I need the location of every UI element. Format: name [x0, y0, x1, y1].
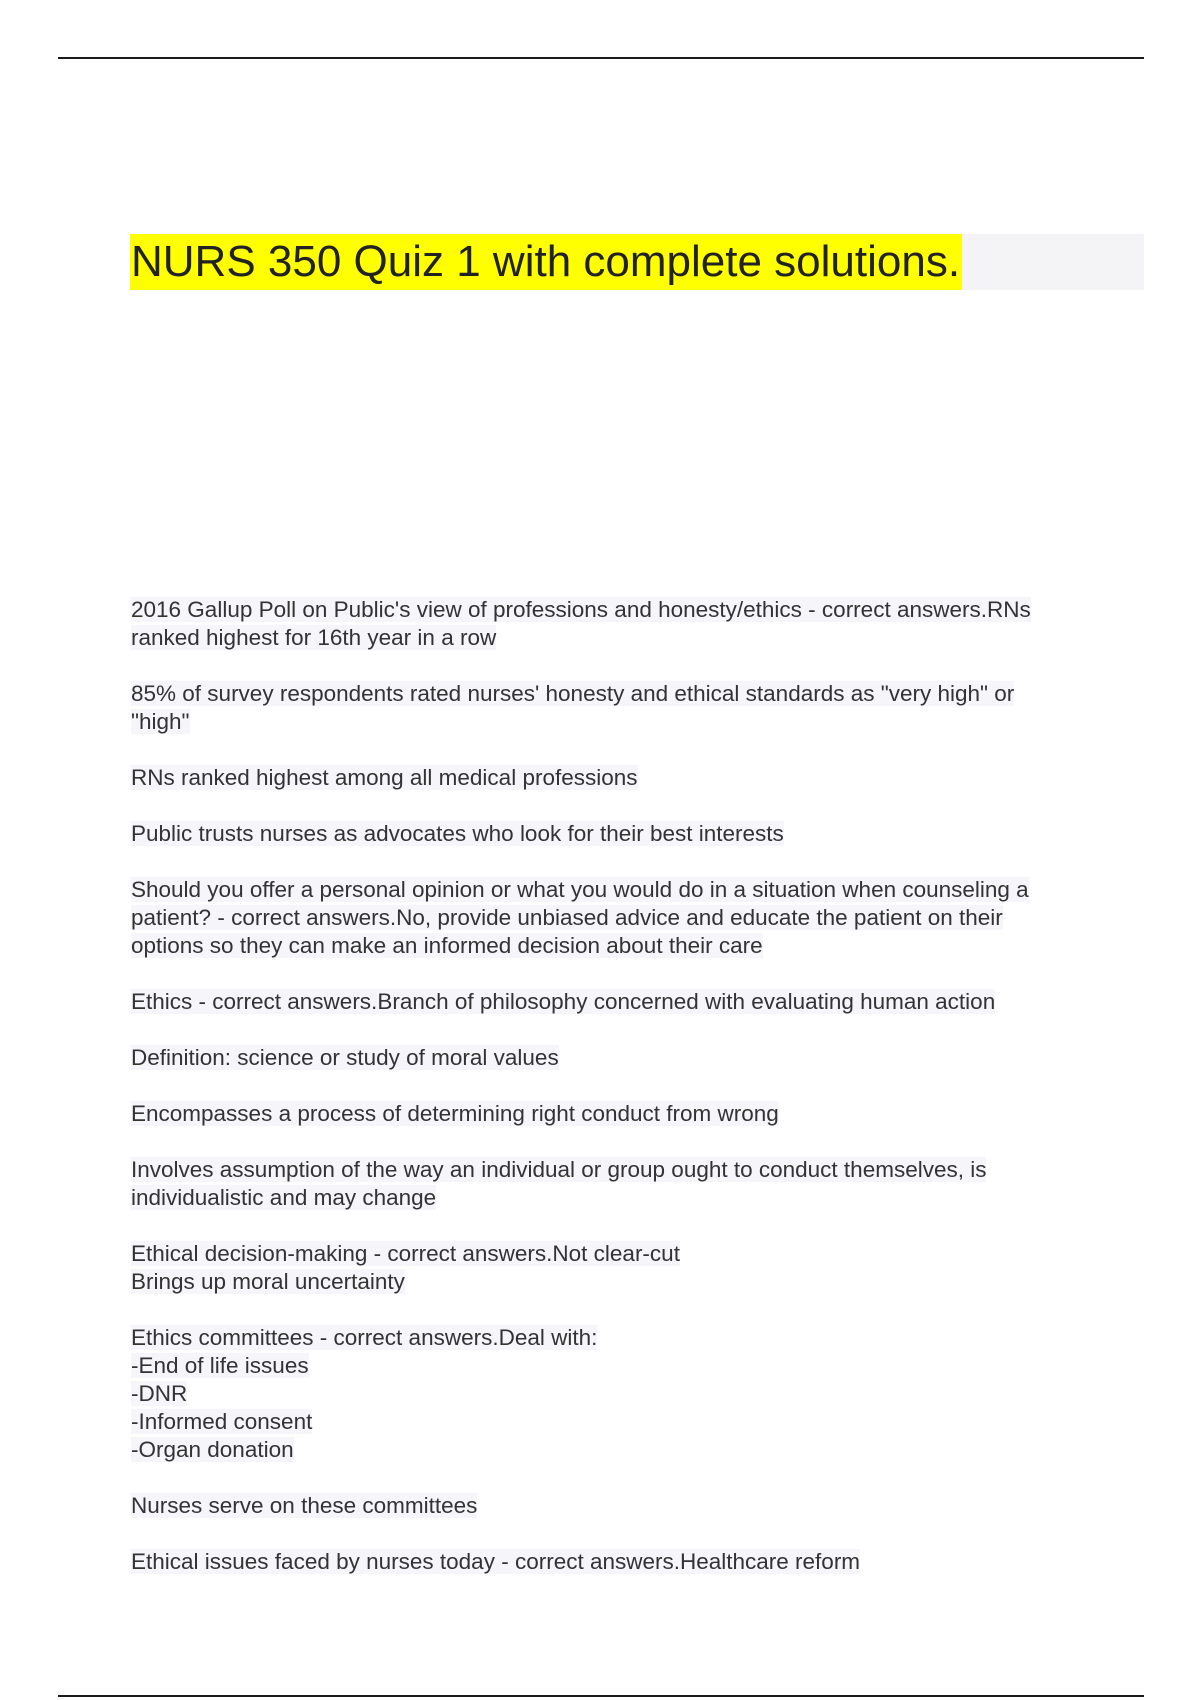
text-line: -DNR [131, 1381, 188, 1406]
qa-item [131, 1100, 1111, 1128]
text-line: 2016 Gallup Poll on Public's view of professions and honesty/ethics - correct answers.RNs [131, 597, 1031, 622]
qa-item [131, 764, 1111, 792]
document-body [131, 596, 1111, 1604]
qa-item [131, 876, 1111, 960]
text-line: -Organ donation [131, 1437, 294, 1462]
top-rule [58, 57, 1144, 59]
text-line: individualistic and may change [131, 1185, 437, 1210]
text-line: Definition: science or study of moral values [131, 1045, 559, 1070]
text-line: Nurses serve on these committees [131, 1493, 478, 1518]
qa-item [131, 596, 1111, 652]
qa-item [131, 680, 1111, 736]
text-line: 85% of survey respondents rated nurses' honesty and ethical standards as "very high" or [131, 681, 1015, 706]
text-line: "high" [131, 709, 190, 734]
text-line: -End of life issues [131, 1353, 309, 1378]
text-line: Should you offer a personal opinion or what you would do in a situation when counseling a [131, 877, 1029, 902]
qa-item [131, 1044, 1111, 1072]
qa-item [131, 1324, 1111, 1464]
qa-item [131, 1240, 1111, 1296]
text-line: Involves assumption of the way an individual or group ought to conduct themselves, is [131, 1157, 987, 1182]
text-line: options so they can make an informed decision about their care [131, 933, 763, 958]
text-line: Encompasses a process of determining right conduct from wrong [131, 1101, 779, 1126]
qa-item [131, 988, 1111, 1016]
qa-item [131, 820, 1111, 848]
text-line: Ethical issues faced by nurses today - correct answers.Healthcare reform [131, 1549, 861, 1574]
qa-item [131, 1548, 1111, 1576]
text-line: Ethics committees - correct answers.Deal with: [131, 1325, 598, 1350]
text-line: ranked highest for 16th year in a row [131, 625, 497, 650]
text-line: -Informed consent [131, 1409, 313, 1434]
text-line: RNs ranked highest among all medical professions [131, 765, 638, 790]
bottom-rule [58, 1695, 1144, 1697]
qa-item [131, 1492, 1111, 1520]
text-line: Ethical decision-making - correct answers.Not clear-cut [131, 1241, 680, 1266]
document-title: NURS 350 Quiz 1 with complete solutions. [130, 234, 962, 290]
text-line: Public trusts nurses as advocates who look for their best interests [131, 821, 784, 846]
text-line: Ethics - correct answers.Branch of philosophy concerned with evaluating human action [131, 989, 996, 1014]
text-line: patient? - correct answers.No, provide unbiased advice and educate the patient on their [131, 905, 1003, 930]
text-line: Brings up moral uncertainty [131, 1269, 405, 1294]
qa-item [131, 1156, 1111, 1212]
